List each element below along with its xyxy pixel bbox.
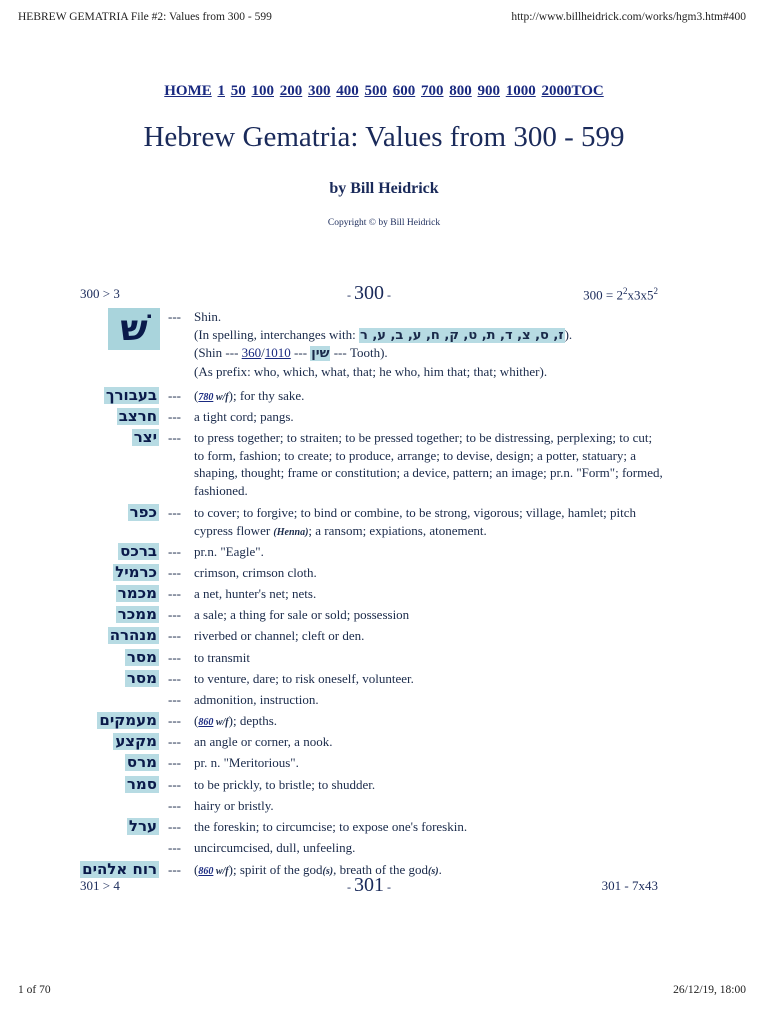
- hebrew-word: כרמיל: [115, 563, 157, 581]
- page-title: Hebrew Gematria: Values from 300 - 599: [143, 121, 625, 153]
- copyright: Copyright © by Bill Heidrick: [327, 218, 441, 228]
- nav-link-50[interactable]: 50: [230, 83, 246, 99]
- entry-definition: to press together; to straiten; to be pressed together; to be distressing, perplexing; to cut; to form, fashion; to create; to produce, arrange; to devise, design; a potter, statuary; a shaping, thought; frame or constitution; a device, pattern; an image; pr.n. "Form"; formed, fashioned.: [194, 430, 663, 498]
- entry-definition: a tight cord; pangs.: [194, 409, 294, 424]
- section-number: - 300 -: [347, 282, 391, 304]
- entry-definition: admonition, instruction.: [194, 692, 319, 707]
- entry-definition: pr.n. "Eagle".: [194, 544, 264, 559]
- page-count: 1 of 70: [18, 984, 51, 996]
- entry-definition: riverbed or channel; cleft or den.: [194, 628, 365, 643]
- nav-link-600[interactable]: 600: [392, 83, 416, 99]
- entry-definition: pr. n. "Meritorious".: [194, 755, 299, 770]
- shin-letter-icon: שׁ: [108, 308, 160, 350]
- nav-link-900[interactable]: 900: [477, 83, 500, 99]
- entry-definition: Shin. (In spelling, interchanges with: ז, ס, צ, ד, ת, ט, ק, ח, ע, ב, ע, ר). (Shin --- שין --- 360/1010 --- Tooth). (As prefix: who, which, what, that; he who, him that; that; whither).: [194, 309, 573, 379]
- interchange-letters: ז, ס, צ, ד, ת, ט, ק, ח, ע, ב, ע, ר: [360, 327, 564, 343]
- entry-definition: uncircumcised, dull, unfeeling.: [194, 840, 356, 855]
- entry-definition: hairy or bristly.: [194, 798, 274, 813]
- entry-definition: to cover; to forgive; to bind or combine, to be strong, vigorous; village, hamlet; pitch cypress flower (Henna); a ransom; expiations, atonement.: [194, 505, 637, 538]
- nav-link-home[interactable]: HOME: [164, 83, 212, 99]
- link-860[interactable]: 860: [198, 717, 214, 728]
- entry-definition: the foreskin; to circumcise; to expose one's foreskin.: [194, 819, 468, 834]
- nav-link-800[interactable]: 800: [449, 83, 472, 99]
- link-780[interactable]: 780: [198, 392, 214, 403]
- hebrew-word: כפר: [129, 503, 157, 521]
- entry-definition: to be prickly, to bristle; to shudder.: [194, 777, 376, 792]
- section-reduction: 301 > 4: [80, 878, 120, 893]
- hebrew-word: רוח אלהים: [82, 860, 157, 878]
- hebrew-word: מסר: [126, 648, 157, 666]
- hebrew-word: מרס: [126, 753, 157, 771]
- entry-definition: an angle or corner, a nook.: [194, 734, 333, 749]
- entry-definition: a net, hunter's net; nets.: [194, 586, 317, 601]
- hebrew-word: חרצב: [118, 407, 157, 425]
- hebrew-word: סמר: [126, 775, 157, 793]
- hebrew-word: ערל: [128, 817, 157, 835]
- hebrew-word: מקצע: [115, 732, 157, 750]
- print-footer: [18, 984, 746, 996]
- entry-definition: to venture, dare; to risk oneself, volunteer.: [194, 671, 414, 686]
- link-1010[interactable]: 1010: [264, 345, 291, 360]
- hebrew-word: בעבורך: [105, 386, 157, 404]
- byline: by Bill Heidrick: [329, 180, 439, 197]
- section-factorization: $300 = 2^2x3x5^2$: [583, 286, 658, 303]
- entry-definition: (780 w/f); for thy sake.: [194, 388, 305, 403]
- nav-link-400[interactable]: 400: [336, 83, 359, 99]
- print-header: [18, 11, 746, 23]
- entry-definition: crimson, crimson cloth.: [194, 565, 317, 580]
- entry-definition: a sale; a thing for sale or sold; possession: [194, 607, 410, 622]
- print-datetime: 26/12/19, 18:00: [673, 984, 746, 996]
- link-360[interactable]: 360: [241, 345, 262, 360]
- top-nav: [0, 83, 768, 100]
- section-header-301: [80, 874, 658, 898]
- hebrew-word: ברכס: [120, 542, 157, 560]
- shin-spelling: שין: [311, 346, 330, 361]
- nav-link-2000toc[interactable]: 2000TOC: [541, 83, 604, 99]
- separator: ---: [168, 309, 181, 324]
- section-reduction: 300 > 3: [80, 286, 120, 301]
- entry-definition: (860 w/f); spirit of the god(s), breath of the god(s).: [194, 862, 442, 877]
- hebrew-word: מסר: [126, 669, 157, 687]
- section-number: - 301 -: [347, 874, 391, 896]
- entry-definition: (860 w/f); depths.: [194, 713, 278, 728]
- hebrew-word: יצר: [133, 428, 157, 446]
- print-title: HEBREW GEMATRIA File #2: Values from 300 - 599: [18, 11, 272, 23]
- hebrew-word: מנהרה: [109, 626, 157, 644]
- print-url: http://www.billheidrick.com/works/hgm3.htm#400: [511, 11, 746, 23]
- nav-link-700[interactable]: 700: [421, 83, 444, 99]
- hebrew-word: מכמר: [117, 584, 157, 602]
- hebrew-word: ממכר: [117, 605, 157, 623]
- nav-link-200[interactable]: 200: [279, 83, 303, 99]
- entry-definition: to transmit: [194, 650, 250, 665]
- nav-link-500[interactable]: 500: [364, 83, 387, 99]
- hebrew-word: מעמקים: [99, 711, 157, 729]
- section-header-300: [80, 282, 658, 306]
- link-860[interactable]: 860: [198, 866, 214, 877]
- section-factorization: 301 - 7x43: [601, 878, 658, 893]
- nav-link-300[interactable]: 300: [308, 83, 331, 99]
- nav-link-100[interactable]: 100: [251, 83, 274, 99]
- nav-link-1[interactable]: 1: [217, 83, 225, 99]
- nav-link-1000[interactable]: 1000: [505, 83, 536, 99]
